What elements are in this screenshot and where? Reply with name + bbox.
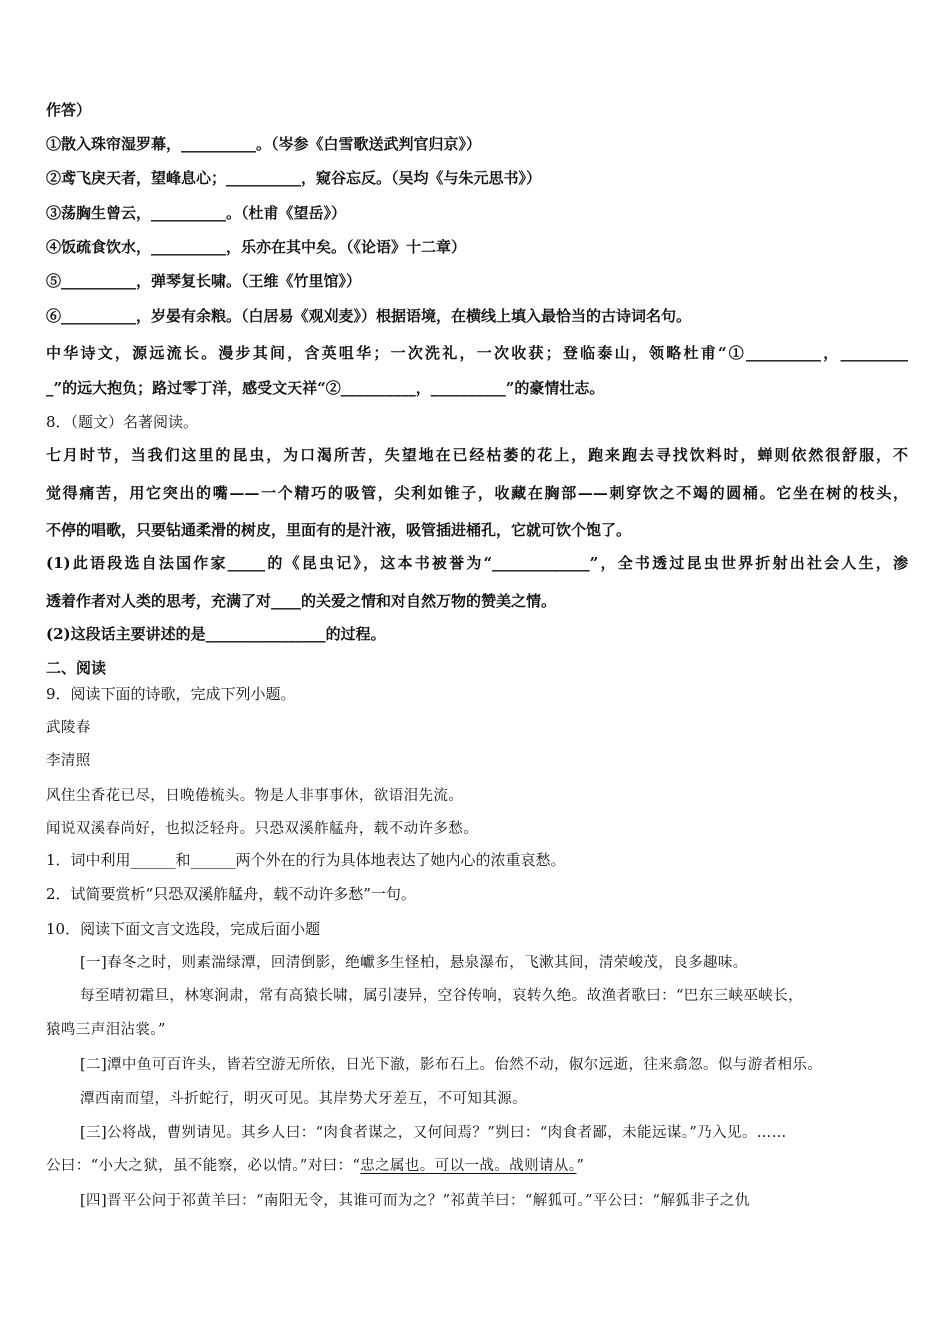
q7-item-5: ⑤__________，弹琴复长啸。（王维《竹里馆》） — [46, 272, 362, 290]
q7-tail: 作答） — [46, 101, 92, 119]
q10-passage-2-line-2: 潭西南而望，斗折蛇行，明灭可见。其岸势犬牙差互，不可知其源。 — [80, 1091, 527, 1107]
q10-passage-3-text: 公曰：“小大之狱，虽不能察，必以情。”对曰：“ — [46, 1158, 361, 1174]
section-heading-reading: 二、阅读 — [46, 659, 107, 677]
q7-item-1: ①散入珠帘湿罗幕，__________。（岑参《白雪歌送武判官归京》） — [46, 135, 482, 153]
q8-sub1-line-2: 透着作者对人类的思考，充满了对____的关爱之情和对自然万物的赞美之情。 — [46, 592, 557, 610]
q7-item-2: ②鸢飞戾天者，望峰息心；__________，窥谷忘反。（吴均《与朱元思书》） — [46, 169, 542, 187]
q9-sub1: 1．词中利用______和______两个外在的行为具体地表达了她内心的浓重哀愁。 — [46, 851, 566, 869]
q10-passage-1-line-1: [一]春冬之时，则素湍绿潭，回清倒影，绝巘多生怪柏，悬泉瀑布，飞漱其间，清荣峻茂，良多趣味。 — [80, 955, 748, 971]
q8-sub1-line-1: (1)此语段选自法国作家_____的《昆虫记》，这本书被誉为“_____________”，全书透过昆虫世界折射出社会人生，渗 — [46, 554, 908, 572]
q9-sub2: 2．试简要赏析“只恐双溪舴艋舟，载不动许多愁”一句。 — [46, 885, 416, 903]
q10-passage-3-close-quote: ” — [576, 1158, 585, 1174]
poem-title: 武陵春 — [46, 720, 91, 736]
q10-passage-3-line-2 — [46, 1156, 584, 1176]
q7-item-3: ③荡胸生曾云，__________。（杜甫《望岳》） — [46, 204, 347, 222]
q8-sub2: (2)这段话主要讲述的是________________的过程。 — [46, 625, 386, 643]
q8-passage-line-1: 七月时节，当我们这里的昆虫，为口渴所苦，失望地在已经枯萎的花上，跑来跑去寻找饮料时，蝉则依然很舒服，不 — [46, 446, 908, 464]
q8-passage-line-3: 不停的唱歌，只要钻通柔滑的树皮，里面有的是汁液，吸管插进桶孔，它就可饮个饱了。 — [46, 521, 632, 539]
q10-passage-3-line-1: [三]公将战，曹刿请见。其乡人曰：“肉食者谋之，又何间焉？”刿曰：“肉食者鄙，未能远谋。”乃入见。…… — [80, 1125, 787, 1141]
underlined-sentence: 忠之属也。可以一战。战则请从。 — [360, 1158, 577, 1174]
q7-context-line-2: _”的远大抱负；路过零丁洋，感受文天祥“②__________，__________”的豪情壮志。 — [46, 379, 605, 397]
q7-context-line-1: 中华诗文，源远流长。漫步其间，含英咀华；一次洗礼，一次收获；登临泰山，领略杜甫“①__________，_________ — [46, 344, 908, 362]
q10-passage-4-line-1: [四]晋平公问于祁黄羊曰：“南阳无令，其谁可而为之？”祁黄羊曰：“解狐可。”平公曰：“解狐非子之仇 — [80, 1193, 750, 1209]
q8-title: 8．（题文）名著阅读。 — [46, 413, 199, 431]
q9-title: 9．阅读下面的诗歌，完成下列小题。 — [46, 685, 296, 703]
poem-line-1: 风住尘香花已尽，日晚倦梳头。物是人非事事休，欲语泪先流。 — [46, 788, 464, 804]
q10-passage-1-line-2: 每至晴初霜旦，林寒涧肃，常有高猿长啸，属引凄异，空谷传响，哀转久绝。故渔者歌曰：“巴东三峡巫峡长， — [80, 988, 804, 1004]
q7-item-4: ④饭疏食饮水，__________，乐亦在其中矣。（《论语》十二章） — [46, 238, 467, 256]
q8-passage-line-2: 觉得痛苦，用它突出的嘴——一个精巧的吸管，尖利如锥子，收藏在胸部——刺穿饮之不竭的圆桶。它坐在树的枝头， — [46, 484, 908, 502]
q10-title: 10．阅读下面文言文选段，完成后面小题 — [46, 920, 321, 938]
poem-line-2: 闻说双溪春尚好，也拟泛轻舟。只恐双溪舴艋舟，载不动许多愁。 — [46, 821, 479, 837]
q7-item-6: ⑥__________，岁晏有余粮。（白居易《观刈麦》）根据语境，在横线上填入最恰当的古诗词名句。 — [46, 307, 692, 325]
q10-passage-1-line-3: 猿鸣三声泪沾裳。” — [46, 1022, 166, 1038]
poem-author: 李清照 — [46, 753, 91, 769]
q10-passage-2-line-1: [二]潭中鱼可百许头，皆若空游无所依，日光下澈，影布石上。佁然不动，俶尔远逝，往来翕忽。似与游者相乐。 — [80, 1057, 823, 1073]
